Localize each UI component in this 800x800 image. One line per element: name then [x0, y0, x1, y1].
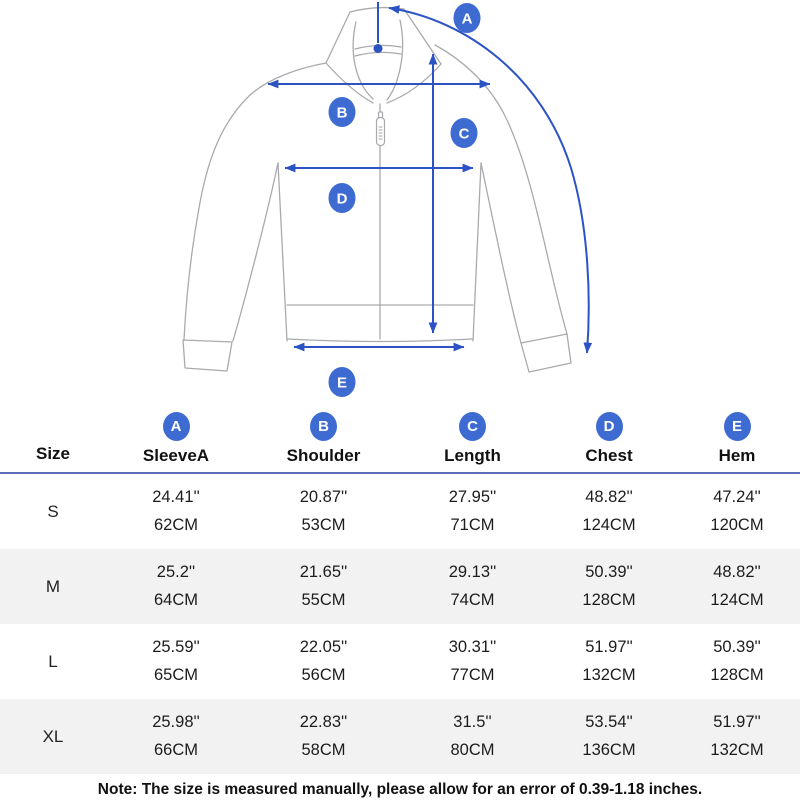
value-inches: 31.5'': [453, 713, 492, 732]
cell-l-sleevea: [106, 624, 246, 699]
cell-l-shoulder: [246, 624, 401, 699]
value-inches: 24.41'': [152, 488, 200, 507]
header-badge-d-icon: D: [596, 412, 623, 441]
column-header-chest: [544, 412, 674, 472]
column-label: Shoulder: [286, 446, 361, 465]
badge-e-letter: E: [336, 374, 348, 392]
column-header-length: [401, 412, 544, 472]
neck-point-dot: [374, 44, 383, 53]
value-cm: 65CM: [153, 665, 198, 684]
badge-a-letter: A: [461, 10, 473, 28]
table-row-s: [0, 474, 800, 549]
column-label: Length: [444, 446, 501, 465]
cell-m-length: [401, 549, 544, 624]
value-cm: 132CM: [582, 665, 636, 684]
jacket-outline: [183, 8, 571, 372]
cell-xl-shoulder: [246, 699, 401, 774]
size-column-header: Size: [35, 444, 71, 463]
cell-m-sleevea: [106, 549, 246, 624]
measurement-arrows: [268, 2, 589, 353]
header-badge-c-icon: C: [459, 412, 486, 441]
value-inches: 51.97'': [585, 638, 633, 657]
header-badge-b-icon: B: [310, 412, 337, 441]
value-inches: 48.82'': [713, 563, 761, 582]
cell-m-shoulder: [246, 549, 401, 624]
value-inches: 20.87'': [299, 488, 348, 507]
cell-xl-hem: [674, 699, 800, 774]
value-cm: 128CM: [582, 590, 636, 609]
value-inches: 25.2'': [156, 563, 196, 582]
value-cm: 136CM: [582, 740, 636, 759]
size-label: S: [47, 501, 59, 521]
value-cm: 55CM: [301, 590, 346, 609]
value-cm: 62CM: [153, 515, 198, 534]
cell-s-hem: [674, 474, 800, 549]
size-label: M: [45, 576, 61, 596]
cell-s-length: [401, 474, 544, 549]
value-cm: 71CM: [450, 515, 495, 534]
value-inches: 51.97'': [713, 713, 761, 732]
size-label: XL: [42, 726, 64, 746]
header-badge-e-icon: E: [724, 412, 751, 441]
cell-l-hem: [674, 624, 800, 699]
value-inches: 50.39'': [713, 638, 761, 657]
value-inches: 25.98'': [152, 713, 200, 732]
cell-l-length: [401, 624, 544, 699]
value-cm: 124CM: [582, 515, 636, 534]
value-inches: 27.95'': [448, 488, 497, 507]
value-cm: 80CM: [450, 740, 495, 759]
header-badge-a-icon: A: [163, 412, 190, 441]
column-header-shoulder: [246, 412, 401, 472]
measurement-note: Note: The size is measured manually, please allow for an error of 0.39-1.18 inches.: [97, 780, 703, 798]
cell-l-chest: [544, 624, 674, 699]
column-label: SleeveA: [142, 446, 210, 465]
value-inches: 53.54'': [585, 713, 633, 732]
cell-xl-sleevea: [106, 699, 246, 774]
value-cm: 124CM: [710, 590, 764, 609]
value-cm: 58CM: [301, 740, 346, 759]
cell-xl-length: [401, 699, 544, 774]
cell-m-chest: [544, 549, 674, 624]
cell-s-chest: [544, 474, 674, 549]
table-row-m: [0, 549, 800, 624]
column-label: Hem: [718, 446, 756, 465]
value-inches: 25.59'': [152, 638, 200, 657]
value-cm: 128CM: [710, 665, 764, 684]
value-inches: 22.83'': [299, 713, 348, 732]
value-inches: 22.05'': [299, 638, 348, 657]
zipper-pull-icon: [377, 112, 385, 146]
value-cm: 120CM: [710, 515, 764, 534]
value-cm: 132CM: [710, 740, 764, 759]
table-row-xl: [0, 699, 800, 774]
cell-s-shoulder: [246, 474, 401, 549]
value-inches: 47.24'': [713, 488, 761, 507]
value-cm: 53CM: [301, 515, 346, 534]
jacket-measurement-diagram: [0, 0, 800, 397]
value-cm: 77CM: [450, 665, 495, 684]
value-cm: 56CM: [301, 665, 346, 684]
value-inches: 50.39'': [585, 563, 633, 582]
diagram-badges: [329, 3, 481, 397]
size-label: L: [48, 651, 58, 671]
value-inches: 29.13'': [448, 563, 497, 582]
value-cm: 66CM: [153, 740, 198, 759]
value-inches: 30.31'': [448, 638, 497, 657]
cell-m-hem: [674, 549, 800, 624]
column-header-sleevea: [106, 412, 246, 472]
value-cm: 64CM: [153, 590, 198, 609]
badge-b-letter: B: [336, 104, 348, 122]
badge-c-letter: C: [458, 125, 470, 143]
cell-xl-chest: [544, 699, 674, 774]
value-cm: 74CM: [450, 590, 495, 609]
cell-s-sleevea: [106, 474, 246, 549]
column-header-hem: [674, 412, 800, 472]
column-label: Chest: [585, 446, 633, 465]
badge-d-letter: D: [336, 190, 348, 208]
value-inches: 21.65'': [299, 563, 348, 582]
table-header-row: [0, 402, 800, 472]
table-row-l: [0, 624, 800, 699]
value-inches: 48.82'': [585, 488, 633, 507]
